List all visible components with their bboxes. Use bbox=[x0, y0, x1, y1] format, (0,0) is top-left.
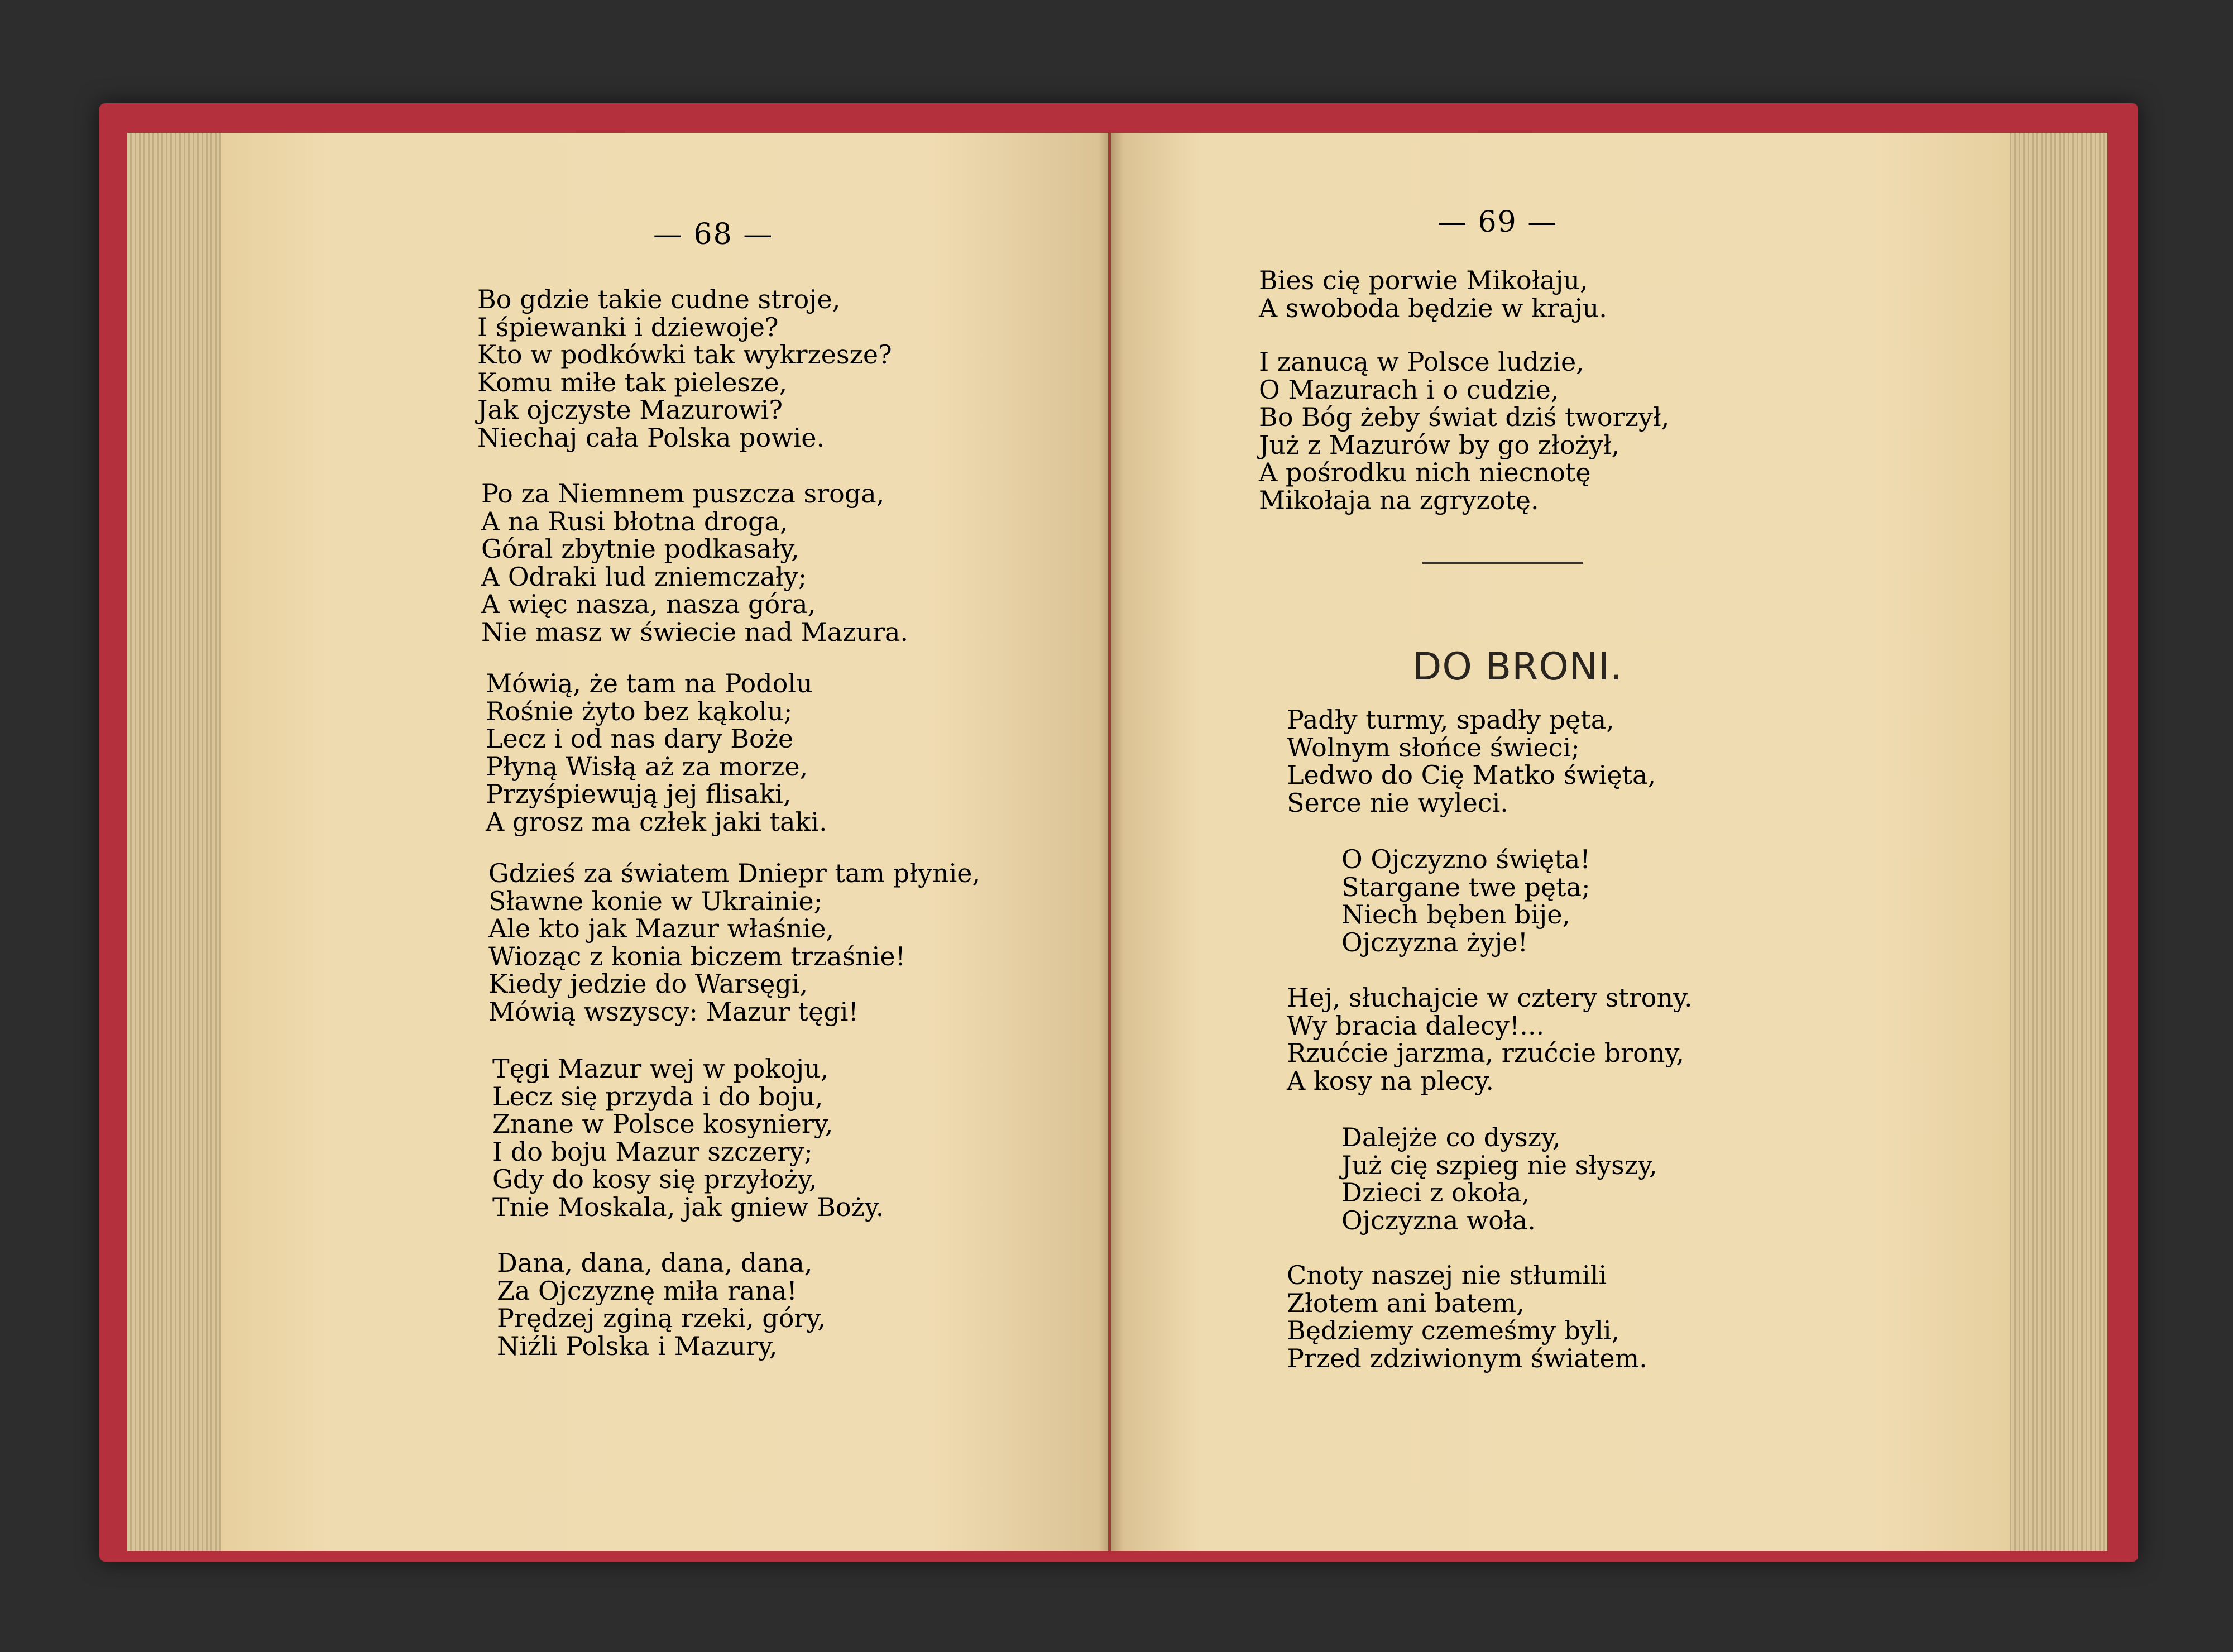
poem-line: Przed zdziwionym światem. bbox=[1287, 1343, 1647, 1373]
poem-line: Hej, słuchajcie w cztery strony. bbox=[1287, 983, 1693, 1013]
poem-line: Tęgi Mazur wej w pokoju, bbox=[492, 1054, 829, 1084]
poem-line: Mówią, że tam na Podolu bbox=[486, 668, 813, 698]
poem-line: Wioząc z konia biczem trzaśnie! bbox=[488, 941, 906, 971]
poem-line: Cnoty naszej nie stłumili bbox=[1287, 1260, 1607, 1290]
poem-line: Rośnie żyto bez kąkolu; bbox=[486, 696, 793, 726]
poem-line: Jak ojczyste Mazurowi? bbox=[477, 395, 783, 425]
poem-line: I do boju Mazur szczery; bbox=[492, 1136, 813, 1167]
poem-line: A swoboda będzie w kraju. bbox=[1259, 293, 1607, 323]
poem-line: Już cię szpieg nie słyszy, bbox=[1341, 1150, 1657, 1180]
book-gutter bbox=[1099, 133, 1123, 1551]
poem-line: A na Rusi błotna droga, bbox=[481, 506, 788, 537]
section-divider bbox=[1422, 562, 1583, 564]
poem-line: Po za Niemnem puszcza sroga, bbox=[481, 478, 885, 509]
poem-line: Lecz się przyda i do boju, bbox=[492, 1081, 823, 1112]
left-page-number: — 68 — bbox=[653, 218, 774, 251]
page-edges-right bbox=[2007, 133, 2107, 1551]
poem-line: Bo gdzie takie cudne stroje, bbox=[477, 284, 841, 314]
poem-line: Rzućcie jarzma, rzućcie brony, bbox=[1287, 1038, 1684, 1068]
poem-line: Dana, dana, dana, dana, bbox=[497, 1248, 813, 1278]
right-stanza-2 bbox=[1341, 846, 1590, 956]
poem-line: Wy bracia dalecy!... bbox=[1287, 1010, 1545, 1041]
right-stanza-3 bbox=[1287, 984, 1693, 1095]
poem-line: Przyśpiewują jej flisaki, bbox=[486, 779, 792, 809]
right-stanza-1 bbox=[1287, 706, 1656, 817]
left-stanza-6 bbox=[497, 1249, 826, 1360]
poem-line: Płyną Wisłą aż za morze, bbox=[486, 751, 808, 782]
poem-line: Ojczyzna woła. bbox=[1341, 1205, 1536, 1236]
poem-line: O Mazurach i o cudzie, bbox=[1259, 374, 1559, 405]
right-page-number: — 69 — bbox=[1437, 205, 1558, 239]
poem-line: Wolnym słońce świeci; bbox=[1287, 732, 1580, 763]
page-edges-left bbox=[127, 133, 228, 1551]
poem-title: DO BRONI. bbox=[1412, 645, 1623, 689]
poem-line: Już z Mazurów by go złożył, bbox=[1259, 429, 1620, 460]
poem-line: A pośrodku nich niecnotę bbox=[1259, 457, 1591, 487]
poem-line: Bo Bóg żeby świat dziś tworzył, bbox=[1259, 402, 1670, 432]
poem-line: Złotem ani batem, bbox=[1287, 1287, 1525, 1318]
poem-line: I zanucą w Polsce ludzie, bbox=[1259, 347, 1584, 377]
poem-line: Serce nie wyleci. bbox=[1287, 787, 1508, 818]
poem-line: Mówią wszyscy: Mazur tęgi! bbox=[488, 996, 859, 1027]
poem-line: Dalejże co dyszy, bbox=[1341, 1122, 1561, 1152]
right-stanza-top-1 bbox=[1259, 267, 1607, 322]
poem-line: Znane w Polsce kosyniery, bbox=[492, 1109, 833, 1139]
poem-line: Niechaj cała Polska powie. bbox=[477, 422, 825, 453]
poem-line: Prędzej zginą rzeki, góry, bbox=[497, 1303, 826, 1333]
poem-line: Gdzieś za światem Dniepr tam płynie, bbox=[488, 858, 981, 888]
poem-line: Ledwo do Cię Matko święta, bbox=[1287, 760, 1656, 790]
poem-line: Gdy do kosy się przyłoży, bbox=[492, 1164, 817, 1194]
left-stanza-3 bbox=[486, 670, 827, 836]
poem-line: Niech bęben bije, bbox=[1341, 899, 1571, 930]
left-stanza-2 bbox=[481, 480, 908, 646]
left-stanza-4 bbox=[488, 860, 980, 1026]
poem-line: Ojczyzna żyje! bbox=[1341, 927, 1528, 957]
poem-line: A kosy na plecy. bbox=[1287, 1065, 1494, 1096]
right-stanza-5 bbox=[1287, 1262, 1647, 1372]
poem-line: A grosz ma człek jaki taki. bbox=[486, 806, 827, 837]
poem-line: Ale kto jak Mazur właśnie, bbox=[488, 913, 835, 944]
poem-line: Będziemy czemeśmy byli, bbox=[1287, 1315, 1620, 1345]
right-stanza-top-2 bbox=[1259, 348, 1669, 514]
poem-line: Góral zbytnie podkasały, bbox=[481, 534, 799, 564]
poem-line: Komu miłe tak pielesze, bbox=[477, 367, 788, 398]
poem-line: Mikołaja na zgryzotę. bbox=[1259, 485, 1539, 515]
poem-line: Lecz i od nas dary Boże bbox=[486, 724, 794, 754]
poem-line: Dzieci z okoła, bbox=[1341, 1177, 1530, 1208]
poem-line: Bies cię porwie Mikołaju, bbox=[1259, 265, 1588, 295]
poem-line: Tnie Moskala, jak gniew Boży. bbox=[492, 1191, 884, 1222]
poem-line: Za Ojczyznę miła rana! bbox=[497, 1275, 797, 1306]
poem-line: Sławne konie w Ukrainie; bbox=[488, 885, 823, 916]
poem-line: A więc nasza, nasza góra, bbox=[481, 589, 816, 619]
right-stanza-4 bbox=[1341, 1124, 1657, 1234]
poem-line: Kto w podkówki tak wykrzesze? bbox=[477, 339, 892, 370]
poem-line: Kiedy jedzie do Warsęgi, bbox=[488, 969, 808, 999]
poem-line: A Odraki lud zniemczały; bbox=[481, 561, 807, 592]
poem-line: O Ojczyzno święta! bbox=[1341, 844, 1590, 874]
poem-line: I śpiewanki i dziewoje? bbox=[477, 312, 779, 342]
poem-line: Niźli Polska i Mazury, bbox=[497, 1330, 778, 1361]
poem-line: Padły turmy, spadły pęta, bbox=[1287, 705, 1614, 735]
left-stanza-1 bbox=[477, 286, 892, 452]
poem-line: Nie masz w świecie nad Mazura. bbox=[481, 616, 909, 647]
left-stanza-5 bbox=[492, 1055, 884, 1221]
poem-line: Stargane twe pęta; bbox=[1341, 872, 1590, 902]
